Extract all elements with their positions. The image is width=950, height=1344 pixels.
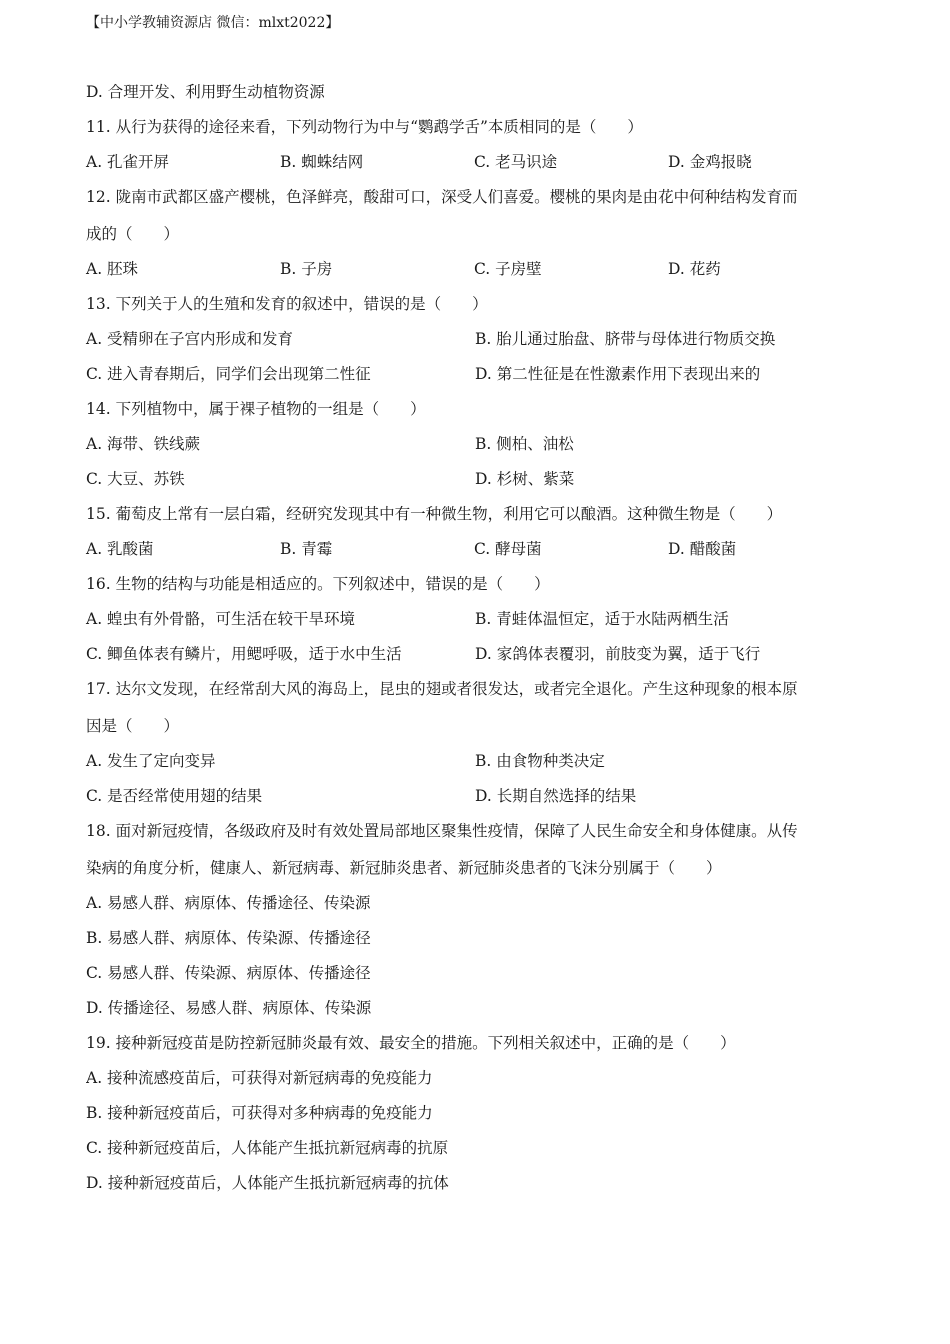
answer-option: A. 孔雀开屏	[86, 153, 170, 171]
text-line: 11. 从行为获得的途径来看，下列动物行为中与“鹦鹉学舌”本质相同的是（ ）	[86, 118, 643, 136]
answer-option: B. 侧柏、油松	[475, 435, 574, 453]
text-line: D. 合理开发、利用野生动植物资源	[86, 83, 325, 101]
options-row	[86, 607, 856, 642]
answer-option: B. 胎儿通过胎盘、脐带与母体进行物质交换	[475, 330, 776, 348]
document-body	[86, 80, 856, 1206]
answer-option: A. 受精卵在子宫内形成和发育	[86, 330, 294, 348]
answer-option: D. 金鸡报晓	[668, 153, 752, 171]
text-line: 13. 下列关于人的生殖和发育的叙述中，错误的是（ ）	[86, 295, 488, 313]
answer-option: A. 发生了定向变异	[86, 752, 216, 770]
answer-option: C. 老马识途	[474, 153, 558, 171]
answer-option: D. 家鸽体表覆羽，前肢变为翼，适于飞行	[475, 645, 761, 663]
answer-option: C. 进入青春期后，同学们会出现第二性征	[86, 365, 371, 383]
answer-option: C. 大豆、苏铁	[86, 470, 185, 488]
answer-option: A. 胚珠	[86, 260, 139, 278]
options-row	[86, 467, 856, 502]
text-line: 16. 生物的结构与功能是相适应的。下列叙述中，错误的是（ ）	[86, 575, 550, 593]
text-line: 19. 接种新冠疫苗是防控新冠肺炎最有效、最安全的措施。下列相关叙述中，正确的是（ ）	[86, 1034, 736, 1052]
text-line: 17. 达尔文发现，在经常刮大风的海岛上，昆虫的翅或者很发达，或者完全退化。产生这种现象的根本原	[86, 680, 798, 698]
options-row	[86, 537, 856, 572]
text-line: A. 易感人群、病原体、传播途径、传染源	[86, 894, 371, 912]
answer-option: D. 杉树、紫菜	[475, 470, 575, 488]
answer-option: B. 子房	[280, 260, 333, 278]
answer-option: B. 蜘蛛结网	[280, 153, 364, 171]
text-line: B. 易感人群、病原体、传染源、传播途径	[86, 929, 371, 947]
text-line: D. 传播途径、易感人群、病原体、传染源	[86, 999, 372, 1017]
text-line: 12. 陇南市武都区盛产樱桃，色泽鲜亮，酸甜可口，深受人们喜爱。樱桃的果肉是由花中何种结构发育而	[86, 188, 798, 206]
answer-option: D. 醋酸菌	[668, 540, 737, 558]
text-line: 15. 葡萄皮上常有一层白霜，经研究发现其中有一种微生物，利用它可以酿酒。这种微生物是（ ）	[86, 505, 783, 523]
answer-option: D. 长期自然选择的结果	[475, 787, 637, 805]
text-line: 因是（ ）	[86, 717, 180, 735]
text-line: D. 接种新冠疫苗后，人体能产生抵抗新冠病毒的抗体	[86, 1174, 449, 1192]
text-line: B. 接种新冠疫苗后，可获得对多种病毒的免疫能力	[86, 1104, 433, 1122]
answer-option: C. 鲫鱼体表有鳞片，用鳃呼吸，适于水中生活	[86, 645, 402, 663]
answer-option: A. 乳酸菌	[86, 540, 154, 558]
answer-option: C. 子房壁	[474, 260, 542, 278]
text-line: 18. 面对新冠疫情，各级政府及时有效处置局部地区聚集性疫情，保障了人民生命安全和身体健康。从传	[86, 822, 798, 840]
text-line: 染病的角度分析，健康人、新冠病毒、新冠肺炎患者、新冠肺炎患者的飞沫分别属于（ ）	[86, 859, 722, 877]
answer-option: D. 第二性征是在性激素作用下表现出来的	[475, 365, 761, 383]
page-header: 【中小学教辅资源店 微信：mlxt2022】	[86, 15, 340, 31]
answer-option: B. 青霉	[280, 540, 333, 558]
options-row	[86, 432, 856, 467]
options-row	[86, 327, 856, 362]
options-row	[86, 749, 856, 784]
text-line: C. 接种新冠疫苗后，人体能产生抵抗新冠病毒的抗原	[86, 1139, 449, 1157]
text-line: 成的（ ）	[86, 225, 180, 243]
answer-option: B. 青蛙体温恒定，适于水陆两栖生活	[475, 610, 729, 628]
options-row	[86, 784, 856, 819]
text-line: A. 接种流感疫苗后，可获得对新冠病毒的免疫能力	[86, 1069, 433, 1087]
options-row	[86, 362, 856, 397]
text-line: 14. 下列植物中，属于裸子植物的一组是（ ）	[86, 400, 426, 418]
answer-option: A. 海带、铁线蕨	[86, 435, 201, 453]
options-row	[86, 257, 856, 292]
answer-option: A. 蝗虫有外骨骼，可生活在较干旱环境	[86, 610, 356, 628]
text-line: C. 易感人群、传染源、病原体、传播途径	[86, 964, 371, 982]
answer-option: B. 由食物种类决定	[475, 752, 605, 770]
options-row	[86, 642, 856, 677]
answer-option: C. 是否经常使用翅的结果	[86, 787, 263, 805]
options-row	[86, 150, 856, 185]
answer-option: C. 酵母菌	[474, 540, 542, 558]
answer-option: D. 花药	[668, 260, 721, 278]
